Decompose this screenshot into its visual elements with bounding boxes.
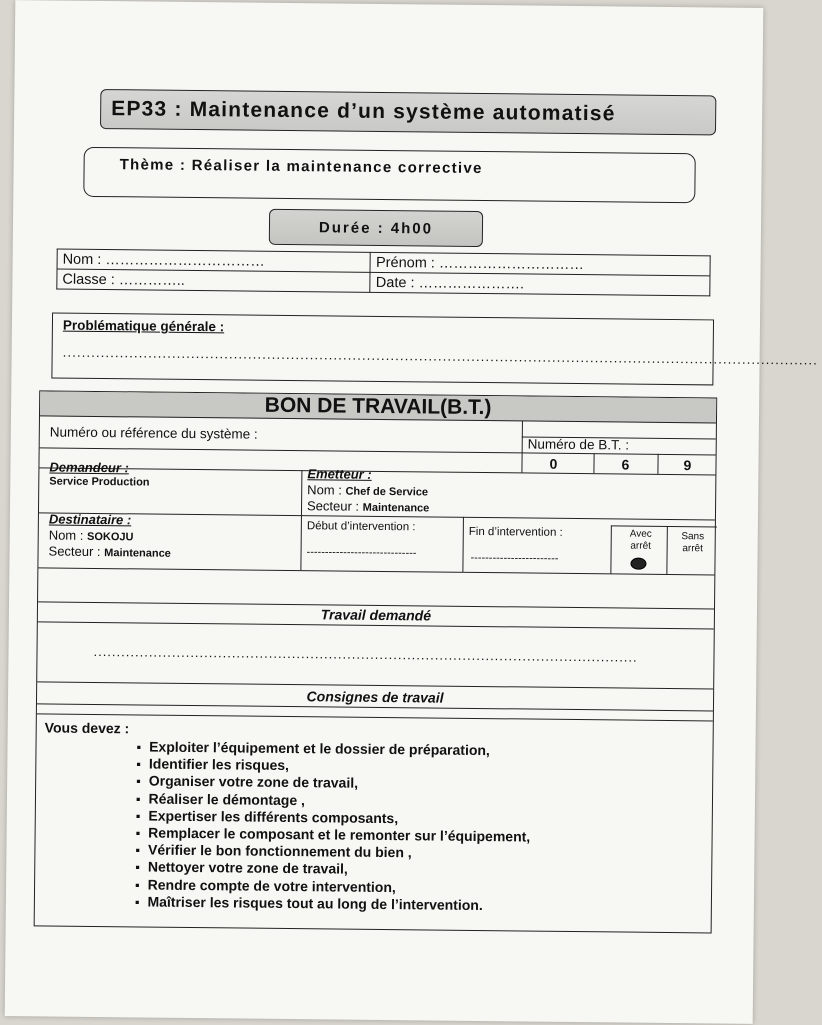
bon-de-travail-title: BON DE TRAVAIL(B.T.) (40, 391, 716, 423)
avec-arret-label: Avec arrêt (629, 528, 652, 552)
emetteur-nom-label: Nom : (307, 482, 342, 498)
numero-bt-digit-1: 0 (549, 455, 558, 472)
list-item: ▪ Réaliser le démontage , (136, 790, 531, 811)
consignes-list (135, 738, 531, 914)
list-item: ▪ Rendre compte de votre intervention, (135, 876, 530, 897)
list-item: ▪ Remplacer le composant et le remonter sur l’équipement, (136, 824, 531, 845)
sans-arret-label: Sans arrêt (681, 531, 705, 555)
problematique-label: Problématique générale : (62, 317, 225, 335)
list-item: ▪ Vérifier le bon fonctionnement du bien , (135, 842, 530, 863)
nom-field[interactable]: Nom : …………………………… (57, 249, 371, 272)
worksheet-page (5, 0, 819, 1024)
emetteur-label: Emetteur : (307, 466, 372, 482)
destinataire-nom (49, 527, 134, 543)
demandeur-value: Service Production (49, 475, 150, 489)
numero-bt-digit-2: 6 (621, 456, 630, 473)
consignes-title: Consignes de travail (306, 688, 444, 706)
problematique-dots: ............................................................................................................................................................... (62, 344, 819, 368)
vous-devez-label: Vous devez : (44, 719, 130, 737)
bon-de-travail-form (34, 390, 718, 933)
debut-intervention-field[interactable]: ------------------------------ (306, 546, 417, 560)
identity-table (56, 249, 710, 297)
problematique-box[interactable] (51, 313, 819, 386)
emetteur-secteur (307, 498, 429, 514)
fin-intervention-label: Fin d’intervention : (468, 525, 563, 539)
debut-intervention-label: Début d’intervention : (306, 520, 416, 534)
destinataire-label: Destinataire : (48, 511, 132, 528)
list-item: ▪ Exploiter l’équipement et le dossier de préparation, (136, 738, 531, 759)
list-item: ▪ Maîtriser les risques tout au long de l’intervention. (135, 893, 530, 914)
classe-field[interactable]: Classe : ………….. (57, 269, 371, 292)
emetteur-secteur-label: Secteur : (306, 498, 360, 514)
destinataire-nom-value: SOKOJU (86, 530, 134, 544)
travail-demande-title: Travail demandé (320, 606, 432, 624)
destinataire-nom-label: Nom : (48, 527, 84, 543)
emetteur-nom-value: Chef de Service (345, 485, 429, 499)
date-field[interactable]: Date : …………………. (370, 272, 710, 296)
list-item: ▪ Identifier les risques, (136, 756, 531, 777)
systeme-reference-label: Numéro ou référence du système : (49, 424, 258, 442)
numero-bt-digit-3: 9 (683, 457, 692, 474)
theme-box: Thème : Réaliser la maintenance corrective (83, 147, 695, 203)
demandeur-label: Demandeur : (49, 459, 129, 476)
duration-box: Durée : 4h00 (269, 209, 483, 247)
travail-demande-field[interactable]: ...................................................................................................................... (93, 643, 638, 665)
emetteur-secteur-value: Maintenance (362, 501, 430, 515)
prenom-field[interactable]: Prénom : ………………………… (370, 252, 710, 276)
destinataire-secteur (48, 543, 170, 559)
emetteur-nom (307, 482, 428, 498)
list-item: ▪ Nettoyer votre zone de travail, (135, 859, 530, 880)
destinataire-secteur-value: Maintenance (104, 547, 171, 560)
numero-bt-label: Numéro de B.T. : (527, 436, 630, 453)
fin-intervention-field[interactable]: ------------------------ (470, 551, 559, 565)
avec-arret-checkbox[interactable] (630, 558, 646, 570)
list-item: ▪ Organiser votre zone de travail, (136, 773, 531, 794)
destinataire-secteur-label: Secteur : (48, 543, 101, 560)
list-item: ▪ Expertiser les différents composants, (136, 807, 531, 828)
exam-title: EP33 : Maintenance d’un système automatisé (100, 89, 716, 135)
